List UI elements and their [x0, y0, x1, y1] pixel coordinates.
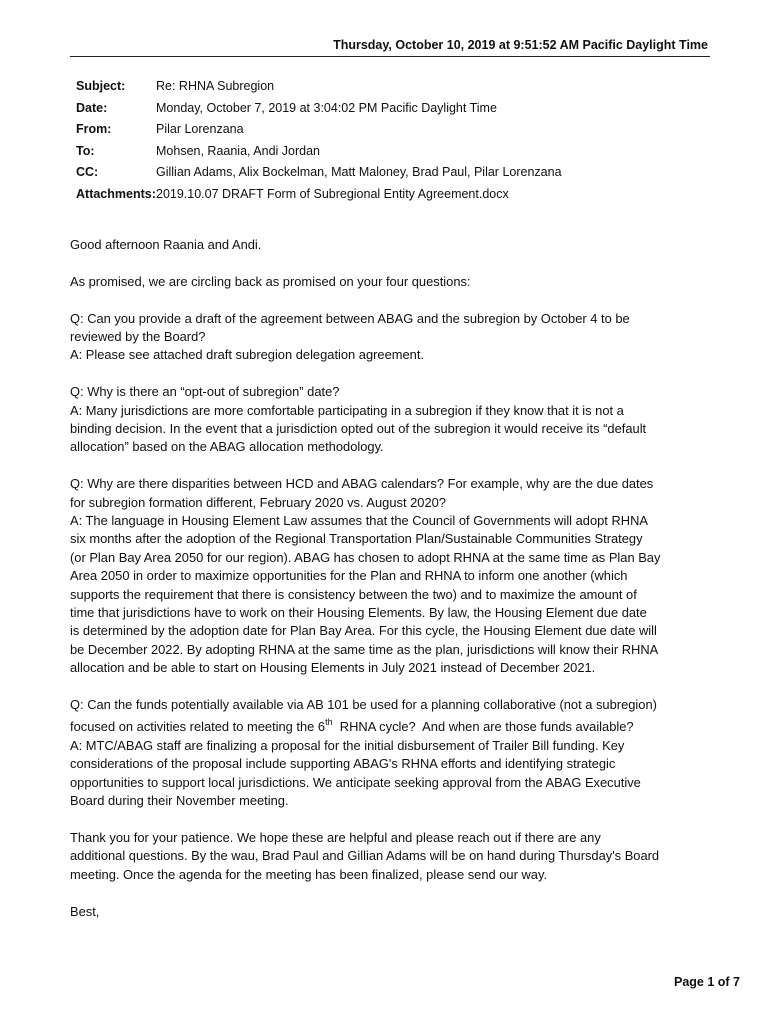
page-number: Page 1 of 7 [674, 975, 740, 989]
question-1 [70, 310, 710, 365]
meta-label: To: [76, 143, 95, 158]
text-line: for subregion formation different, February 2020 vs. August 2020? [70, 494, 446, 510]
text-line: A: The language in Housing Element Law assumes that the Council of Governments will adopt RHNA [70, 513, 648, 529]
text-line: allocation and be able to start on Housing Elements in July 2021 instead of December 2021. [70, 660, 596, 676]
meta-row-subject [76, 76, 562, 98]
greeting [70, 236, 710, 254]
intro-line: As promised, we are circling back as promised on your four questions: [70, 273, 471, 289]
text-line-with-superscript [70, 714, 710, 736]
text-line: be December 2022. By adopting RHNA at the same time as the plan, jurisdictions will know their RHNA [70, 641, 659, 657]
meta-label: Attachments: [76, 186, 156, 201]
meta-row-from [76, 119, 562, 141]
text-line: Q: Can you provide a draft of the agreement between ABAG and the subregion by October 4 to be [70, 310, 630, 326]
text-line: meeting. Once the agenda for the meeting has been finalized, please send our way. [70, 866, 548, 882]
text-segment: RHNA cycle? And when are those funds available? [332, 719, 634, 735]
text-line: A: Many jurisdictions are more comfortable participating in a subregion if they know that it is not a [70, 402, 624, 418]
text-line: (or Plan Bay Area 2050 for our region). ABAG has chosen to adopt RHNA at the same time as Plan Bay [70, 549, 661, 565]
to-value: Mohsen, Raania, Andi Jordan [156, 143, 320, 158]
meta-label: Subject: [76, 79, 126, 93]
ordinal-superscript: th [325, 717, 333, 728]
header-divider [70, 56, 710, 57]
text-line: Q: Why are there disparities between HCD and ABAG calendars? For example, why are the due dates [70, 476, 654, 492]
text-line: binding decision. In the event that a jurisdiction opted out of the subregion it would receive its “default [70, 421, 647, 437]
attachment-value: 2019.10.07 DRAFT Form of Subregional Entity Agreement.docx [156, 186, 509, 201]
meta-row-to [76, 141, 562, 163]
meta-row-date [76, 98, 562, 120]
text-line: Q: Can the funds potentially available via AB 101 be used for a planning collaborative (not a subregion) [70, 697, 657, 713]
text-line: reviewed by the Board? [70, 329, 206, 344]
text-line: allocation” based on the ABAG allocation methodology. [70, 439, 384, 455]
cc-value: Gillian Adams, Alix Bockelman, Matt Maloney, Brad Paul, Pilar Lorenzana [156, 165, 562, 179]
subject-value: Re: RHNA Subregion [156, 79, 275, 93]
signoff-line: Best, [70, 903, 100, 919]
question-4 [70, 696, 710, 810]
meta-label: Date: [76, 100, 108, 115]
text-segment: focused on activities related to meeting the 6 [70, 719, 326, 735]
text-line: A: Please see attached draft subregion delegation agreement. [70, 347, 425, 363]
greeting-line: Good afternoon Raania and Andi. [70, 237, 262, 252]
intro-paragraph [70, 273, 710, 291]
from-value: Pilar Lorenzana [156, 122, 244, 136]
print-timestamp: Thursday, October 10, 2019 at 9:51:52 AM Pacific Daylight Time [333, 38, 708, 52]
date-value: Monday, October 7, 2019 at 3:04:02 PM Pacific Daylight Time [156, 100, 497, 115]
text-line: time that jurisdictions have to work on their Housing Elements. By law, the Housing Element due date [70, 605, 647, 621]
email-body [70, 236, 710, 939]
signoff [70, 903, 710, 921]
email-metadata [76, 76, 562, 205]
text-line: is determined by the adoption date for Plan Bay Area. For this cycle, the Housing Element due date will [70, 623, 657, 639]
text-line: Thank you for your patience. We hope these are helpful and please reach out if there are any [70, 829, 601, 845]
text-line: opportunities to support local jurisdictions. We anticipate seeking approval from the ABAG Executive [70, 774, 641, 790]
text-line: additional questions. By the wau, Brad Paul and Gillian Adams will be on hand during Thursday's Board [70, 848, 660, 864]
text-line: Area 2050 in order to maximize opportunities for the Plan and RHNA to inform one another (which [70, 568, 628, 584]
question-2 [70, 383, 710, 457]
meta-label: From: [76, 122, 112, 136]
text-line: considerations of the proposal include supporting ABAG's RHNA efforts and identifying strategic [70, 756, 616, 772]
text-line: supports the requirement that there is consistency between the two) and to maximize the amount of [70, 586, 637, 602]
text-line: Q: Why is there an “opt-out of subregion” date? [70, 384, 340, 400]
closing-paragraph [70, 829, 710, 884]
meta-label: CC: [76, 165, 99, 179]
meta-row-attachments [76, 184, 562, 206]
question-3 [70, 475, 710, 677]
text-line: A: MTC/ABAG staff are finalizing a proposal for the initial disbursement of Trailer Bill funding. Key [70, 737, 625, 753]
text-line: Board during their November meeting. [70, 793, 289, 809]
meta-row-cc [76, 162, 562, 184]
text-line: six months after the adoption of the Regional Transportation Plan/Sustainable Communities Strategy [70, 531, 643, 547]
